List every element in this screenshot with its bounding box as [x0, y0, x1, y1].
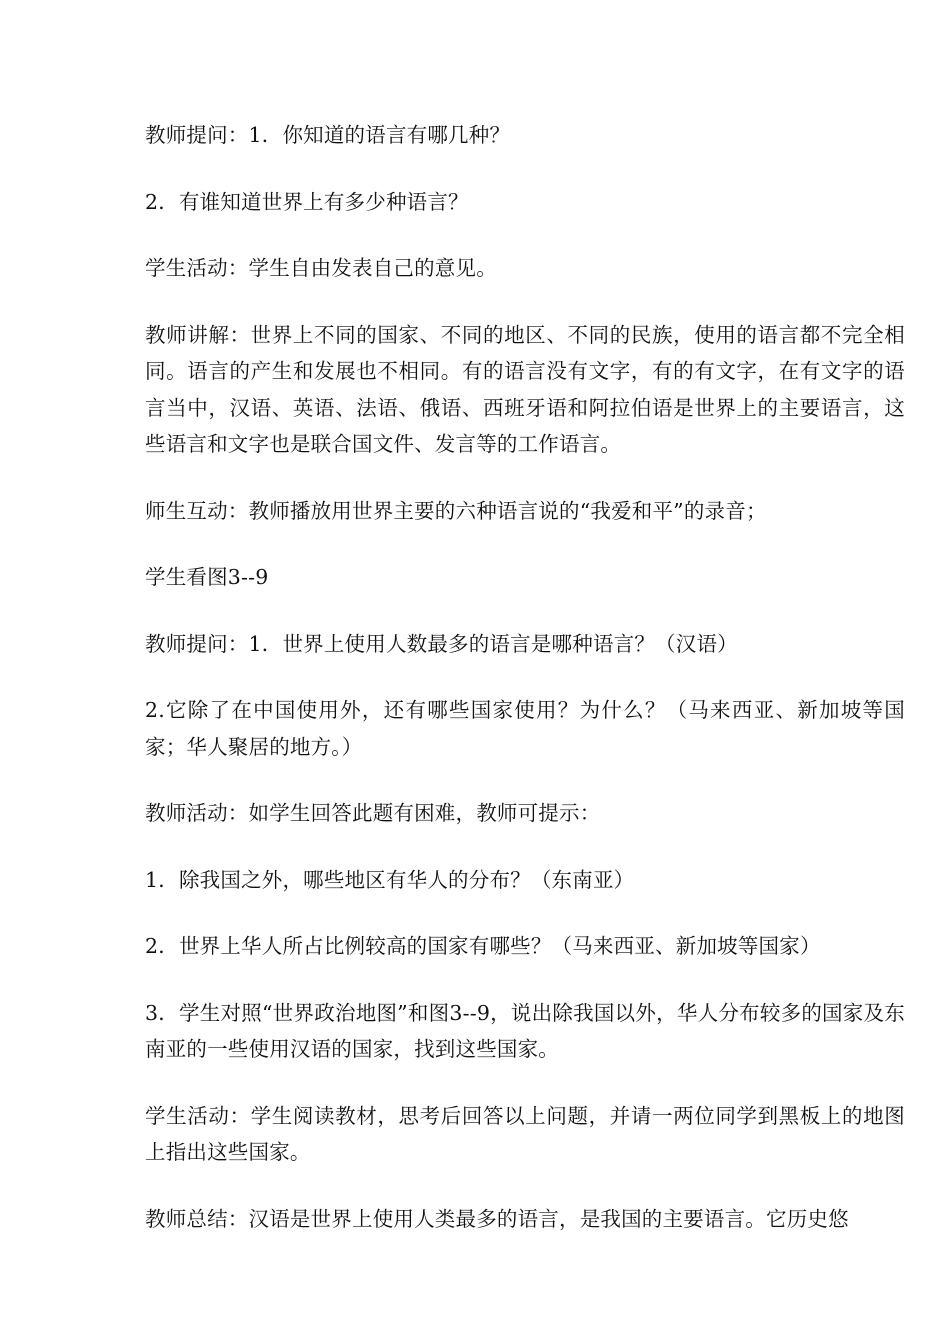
paragraph: 学生活动：学生自由发表自己的意见。 — [145, 256, 497, 280]
paragraph: 2.它除了在中国使用外，还有哪些国家使用？为什么？（马来西亚、新加坡等国家；华人聚居的地方。） — [145, 698, 905, 759]
paragraph: 教师讲解：世界上不同的国家、不同的地区、不同的民族，使用的语言都不完全相同。语言的产生和发展也不相同。有的语言没有文字，有的有文字，在有文字的语言当中，汉语、英语、法语、俄语、西班牙语和阿拉伯语是世界上的主要语言，这些语言和文字也是联合国文件、发言等的工作语言。 — [145, 322, 905, 456]
paragraph: 教师活动：如学生回答此题有困难，教师可提示： — [145, 801, 601, 825]
paragraph: 教师总结：汉语是世界上使用人类最多的语言，是我国的主要语言。它历史悠 — [145, 1206, 849, 1231]
paragraph: 教师提问：1．世界上使用人数最多的语言是哪种语言？（汉语） — [145, 631, 738, 656]
paragraph: 3．学生对照“世界政治地图”和图3--9，说出除我国以外，华人分布较多的国家及东南亚的一些使用汉语的国家，找到这些国家。 — [145, 1000, 905, 1061]
paragraph: 学生看图3--9 — [145, 565, 269, 589]
paragraph: 2．有谁知道世界上有多少种语言？ — [145, 189, 469, 214]
paragraph: 师生互动：教师播放用世界主要的六种语言说的“我爱和平”的录音； — [145, 498, 767, 523]
paragraph: 教师提问：1．你知道的语言有哪几种？ — [145, 123, 511, 147]
paragraph: 2．世界上华人所占比例较高的国家有哪些？（马来西亚、新加坡等国家） — [145, 934, 821, 958]
document-body — [145, 117, 905, 1237]
paragraph: 1．除我国之外，哪些地区有华人的分布？（东南亚） — [145, 867, 635, 892]
paragraph: 学生活动：学生阅读教材，思考后回答以上问题，并请一两位同学到黑板上的地图上指出这些国家。 — [145, 1103, 905, 1164]
